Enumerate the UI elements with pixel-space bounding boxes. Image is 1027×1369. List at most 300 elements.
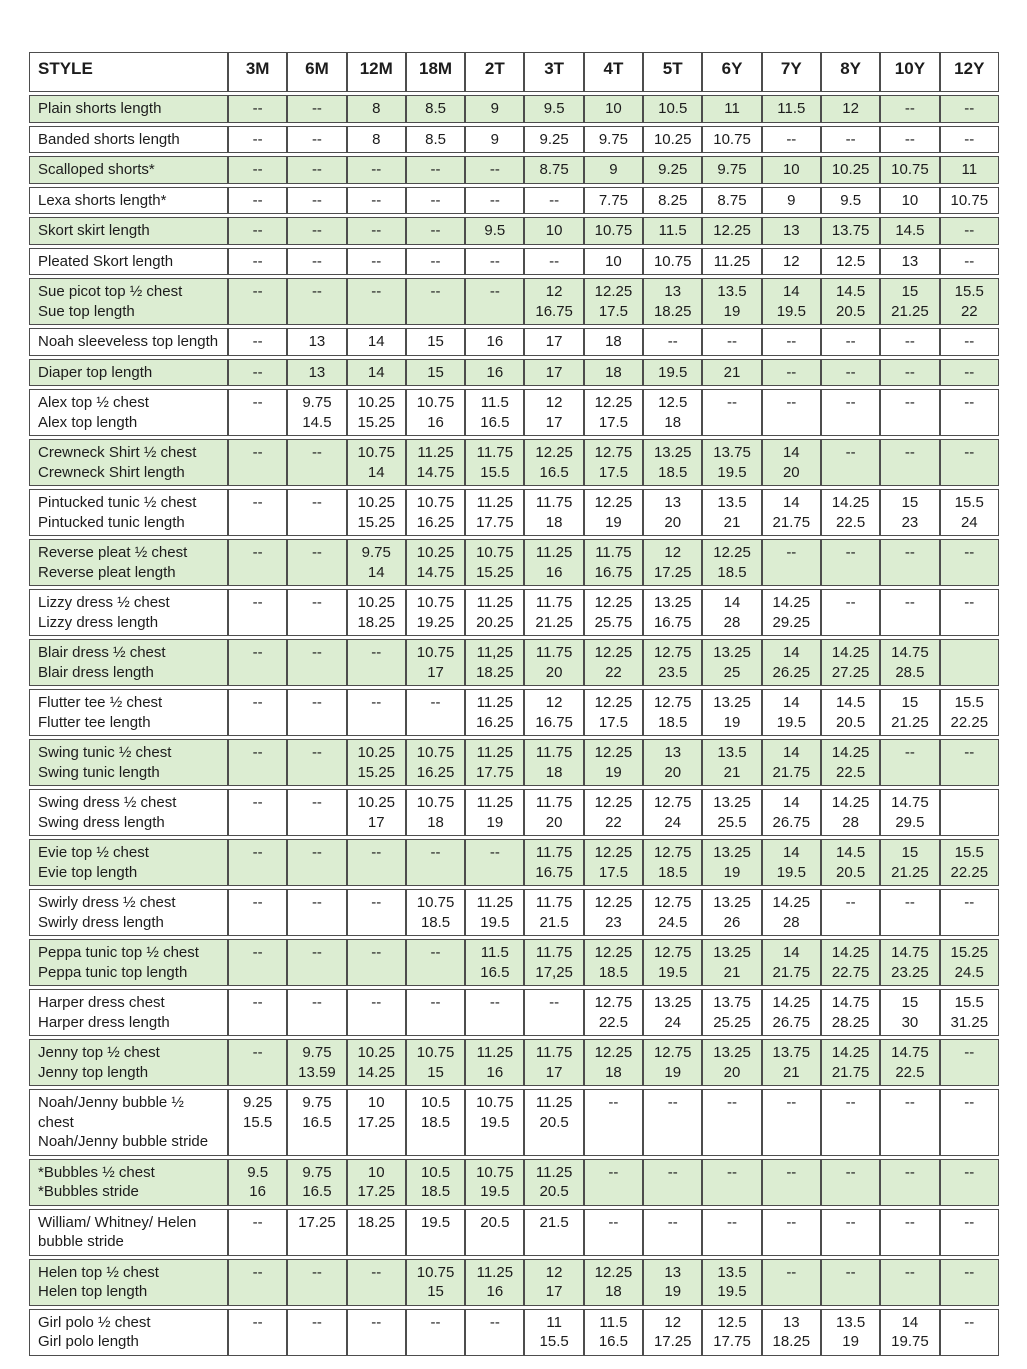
style-label-cell: Alex top ½ chest Alex top length: [29, 389, 228, 436]
size-value-cell: --: [584, 1159, 643, 1206]
size-value-cell: 16: [465, 359, 524, 387]
column-header-18m: 18M: [406, 52, 465, 92]
size-value-cell: --: [643, 328, 702, 356]
size-value-cell: 14 19.5: [762, 839, 821, 886]
size-value-cell: 11.75 20: [524, 639, 583, 686]
size-value-cell: [940, 789, 999, 836]
size-value-cell: 12.25 17.5: [584, 389, 643, 436]
size-value-cell: 15 23: [880, 489, 939, 536]
size-value-cell: --: [228, 1209, 287, 1256]
size-value-cell: --: [880, 389, 939, 436]
table-row: [29, 539, 999, 586]
size-value-cell: 13: [287, 328, 346, 356]
size-value-cell: --: [347, 156, 406, 184]
table-row: [29, 839, 999, 886]
size-value-cell: --: [406, 278, 465, 325]
size-value-cell: 11: [702, 95, 761, 123]
size-value-cell: --: [228, 1259, 287, 1306]
size-value-cell: 13.75 21: [762, 1039, 821, 1086]
size-value-cell: 9: [465, 126, 524, 154]
size-value-cell: 10.75 15: [406, 1259, 465, 1306]
size-value-cell: 12.25 22: [584, 639, 643, 686]
size-value-cell: --: [287, 789, 346, 836]
size-value-cell: 10.75 19.5: [465, 1089, 524, 1156]
size-chart-table: [29, 49, 999, 1359]
size-value-cell: --: [702, 1159, 761, 1206]
size-value-cell: --: [880, 589, 939, 636]
size-value-cell: --: [406, 839, 465, 886]
size-value-cell: 12.75 19.5: [643, 939, 702, 986]
table-row: [29, 156, 999, 184]
size-value-cell: --: [228, 439, 287, 486]
size-value-cell: 11.25 16: [465, 1259, 524, 1306]
size-value-cell: 13.25 19: [702, 839, 761, 886]
column-header-6y: 6Y: [702, 52, 761, 92]
size-value-cell: 11.75 17: [524, 1039, 583, 1086]
size-value-cell: 15 21.25: [880, 278, 939, 325]
size-value-cell: 11.5 16.5: [465, 389, 524, 436]
size-value-cell: --: [643, 1159, 702, 1206]
size-value-cell: 14: [347, 328, 406, 356]
style-label-cell: Sue picot top ½ chest Sue top length: [29, 278, 228, 325]
size-value-cell: 12.75 24.5: [643, 889, 702, 936]
size-value-cell: 9.75 13.59: [287, 1039, 346, 1086]
size-value-cell: --: [287, 889, 346, 936]
table-row: [29, 1259, 999, 1306]
size-value-cell: 10.25 14.25: [347, 1039, 406, 1086]
size-value-cell: 9: [584, 156, 643, 184]
size-value-cell: 12.75 23.5: [643, 639, 702, 686]
size-value-cell: 10: [524, 217, 583, 245]
size-value-cell: --: [228, 1309, 287, 1356]
size-value-cell: 11.25 20.25: [465, 589, 524, 636]
size-value-cell: 8.5: [406, 95, 465, 123]
size-value-cell: 10.75 17: [406, 639, 465, 686]
size-value-cell: 13 19: [643, 1259, 702, 1306]
size-value-cell: --: [880, 95, 939, 123]
size-value-cell: --: [584, 1209, 643, 1256]
style-label-cell: Swirly dress ½ chest Swirly dress length: [29, 889, 228, 936]
size-value-cell: 10.5 18.5: [406, 1089, 465, 1156]
size-value-cell: 8: [347, 126, 406, 154]
size-value-cell: 14.25 26.75: [762, 989, 821, 1036]
size-value-cell: 15.5 31.25: [940, 989, 999, 1036]
size-value-cell: 12.25 19: [584, 489, 643, 536]
size-value-cell: 10.75 16.25: [406, 489, 465, 536]
style-label-cell: Blair dress ½ chest Blair dress length: [29, 639, 228, 686]
size-value-cell: 18: [584, 359, 643, 387]
size-value-cell: --: [228, 95, 287, 123]
size-value-cell: 14.5: [880, 217, 939, 245]
size-value-cell: 13.25 25.5: [702, 789, 761, 836]
size-value-cell: --: [940, 217, 999, 245]
size-value-cell: --: [762, 359, 821, 387]
size-value-cell: 11.25 20.5: [524, 1089, 583, 1156]
size-value-cell: 15: [406, 359, 465, 387]
size-value-cell: 14 20: [762, 439, 821, 486]
size-value-cell: 19.5: [406, 1209, 465, 1256]
size-value-cell: --: [287, 589, 346, 636]
size-value-cell: --: [406, 1309, 465, 1356]
size-value-cell: 10 17.25: [347, 1159, 406, 1206]
table-row: [29, 328, 999, 356]
size-value-cell: [940, 639, 999, 686]
size-value-cell: --: [287, 126, 346, 154]
size-value-cell: --: [287, 217, 346, 245]
size-value-cell: 14 19.5: [762, 278, 821, 325]
size-value-cell: 11.25 17.75: [465, 739, 524, 786]
size-value-cell: 11.75 15.5: [465, 439, 524, 486]
table-row: [29, 1039, 999, 1086]
size-value-cell: 12 17.25: [643, 539, 702, 586]
size-value-cell: 15 30: [880, 989, 939, 1036]
size-value-cell: --: [228, 539, 287, 586]
column-header-12m: 12M: [347, 52, 406, 92]
size-value-cell: --: [643, 1209, 702, 1256]
size-value-cell: --: [347, 839, 406, 886]
size-value-cell: --: [287, 939, 346, 986]
size-value-cell: --: [880, 1159, 939, 1206]
size-value-cell: --: [940, 439, 999, 486]
size-value-cell: 14.25 21.75: [821, 1039, 880, 1086]
size-value-cell: 13.25 20: [702, 1039, 761, 1086]
size-value-cell: --: [940, 589, 999, 636]
size-value-cell: 13: [287, 359, 346, 387]
size-value-cell: 10.75: [880, 156, 939, 184]
size-value-cell: 11.25 16: [524, 539, 583, 586]
size-value-cell: 11.25: [702, 248, 761, 276]
size-value-cell: --: [287, 539, 346, 586]
size-value-cell: 9.75 14: [347, 539, 406, 586]
size-value-cell: --: [524, 187, 583, 215]
size-value-cell: 16: [465, 328, 524, 356]
size-value-cell: 11: [940, 156, 999, 184]
column-header-3m: 3M: [228, 52, 287, 92]
size-value-cell: 10.75 16: [406, 389, 465, 436]
size-value-cell: --: [228, 639, 287, 686]
style-label-cell: Plain shorts length: [29, 95, 228, 123]
column-header-12y: 12Y: [940, 52, 999, 92]
size-value-cell: --: [287, 1309, 346, 1356]
size-value-cell: 10.75 18.5: [406, 889, 465, 936]
table-row: [29, 689, 999, 736]
size-value-cell: 15.25 24.5: [940, 939, 999, 986]
size-value-cell: 15 21.25: [880, 839, 939, 886]
size-value-cell: 9.25: [524, 126, 583, 154]
size-value-cell: --: [880, 126, 939, 154]
size-value-cell: 13.5 21: [702, 739, 761, 786]
column-header-10y: 10Y: [880, 52, 939, 92]
size-value-cell: --: [228, 939, 287, 986]
size-value-cell: 11.75 21.5: [524, 889, 583, 936]
table-row: [29, 589, 999, 636]
size-value-cell: 13: [880, 248, 939, 276]
size-value-cell: --: [821, 889, 880, 936]
size-value-cell: --: [821, 328, 880, 356]
size-value-cell: 14 26.75: [762, 789, 821, 836]
size-value-cell: 15.5 22.25: [940, 839, 999, 886]
size-value-cell: --: [940, 328, 999, 356]
size-value-cell: --: [287, 95, 346, 123]
size-value-cell: --: [821, 439, 880, 486]
style-label-cell: Flutter tee ½ chest Flutter tee length: [29, 689, 228, 736]
size-value-cell: --: [228, 126, 287, 154]
size-value-cell: --: [287, 187, 346, 215]
size-value-cell: 13.25 16.75: [643, 589, 702, 636]
size-value-cell: 11.25 14.75: [406, 439, 465, 486]
size-value-cell: --: [406, 689, 465, 736]
size-value-cell: 21: [702, 359, 761, 387]
size-value-cell: --: [762, 1209, 821, 1256]
size-value-cell: --: [465, 839, 524, 886]
size-value-cell: 13.75: [821, 217, 880, 245]
size-value-cell: 13.75 25.25: [702, 989, 761, 1036]
header-row: [29, 52, 999, 92]
size-value-cell: 18: [584, 328, 643, 356]
size-value-cell: --: [524, 989, 583, 1036]
size-value-cell: 12.5 18: [643, 389, 702, 436]
size-value-cell: --: [702, 389, 761, 436]
size-value-cell: 10.75 19.5: [465, 1159, 524, 1206]
size-value-cell: 10.75: [940, 187, 999, 215]
size-value-cell: 12.25 18.5: [584, 939, 643, 986]
size-value-cell: 12.25 17.5: [584, 839, 643, 886]
size-value-cell: --: [228, 278, 287, 325]
size-value-cell: 10.25 15.25: [347, 389, 406, 436]
size-value-cell: 11.25 19.5: [465, 889, 524, 936]
size-value-cell: 11.75 16.75: [524, 839, 583, 886]
style-column-header: STYLE: [29, 52, 228, 92]
size-value-cell: 13: [762, 217, 821, 245]
size-value-cell: 10.25 15.25: [347, 739, 406, 786]
size-value-cell: 9.25 15.5: [228, 1089, 287, 1156]
size-value-cell: --: [880, 359, 939, 387]
style-label-cell: Lizzy dress ½ chest Lizzy dress length: [29, 589, 228, 636]
size-value-cell: --: [406, 187, 465, 215]
size-value-cell: --: [880, 439, 939, 486]
size-value-cell: 18.25: [347, 1209, 406, 1256]
size-value-cell: 10.75 15.25: [465, 539, 524, 586]
size-value-cell: --: [347, 278, 406, 325]
size-value-cell: 11,25 18.25: [465, 639, 524, 686]
size-value-cell: --: [821, 589, 880, 636]
style-label-cell: Reverse pleat ½ chest Reverse pleat length: [29, 539, 228, 586]
size-value-cell: --: [465, 156, 524, 184]
size-value-cell: 15.5 22.25: [940, 689, 999, 736]
size-value-cell: 13 18.25: [762, 1309, 821, 1356]
size-value-cell: 12.75 24: [643, 789, 702, 836]
size-value-cell: --: [821, 1159, 880, 1206]
size-value-cell: 9.5: [821, 187, 880, 215]
table-row: [29, 95, 999, 123]
size-value-cell: 8.25: [643, 187, 702, 215]
size-value-cell: 14 28: [702, 589, 761, 636]
size-value-cell: 11.5 16.5: [584, 1309, 643, 1356]
size-value-cell: --: [228, 217, 287, 245]
size-value-cell: --: [287, 839, 346, 886]
size-value-cell: --: [880, 328, 939, 356]
size-value-cell: --: [880, 539, 939, 586]
size-value-cell: --: [465, 187, 524, 215]
size-value-cell: 13.25 26: [702, 889, 761, 936]
size-value-cell: 11.5 16.5: [465, 939, 524, 986]
size-value-cell: --: [762, 126, 821, 154]
size-value-cell: --: [880, 1089, 939, 1156]
size-value-cell: 13.25 25: [702, 639, 761, 686]
size-value-cell: 10.25 17: [347, 789, 406, 836]
size-value-cell: --: [228, 839, 287, 886]
size-value-cell: 14 19.75: [880, 1309, 939, 1356]
size-value-cell: --: [762, 539, 821, 586]
size-value-cell: 11.75 18: [524, 489, 583, 536]
size-value-cell: 14.25 22.5: [821, 489, 880, 536]
size-value-cell: --: [821, 1089, 880, 1156]
size-value-cell: --: [406, 217, 465, 245]
size-value-cell: 12.75 17.5: [584, 439, 643, 486]
size-value-cell: --: [940, 539, 999, 586]
size-value-cell: --: [347, 187, 406, 215]
size-value-cell: 13 20: [643, 489, 702, 536]
style-label-cell: Crewneck Shirt ½ chest Crewneck Shirt length: [29, 439, 228, 486]
size-value-cell: 12.5: [821, 248, 880, 276]
size-value-cell: --: [287, 248, 346, 276]
size-value-cell: 11.25 16: [465, 1039, 524, 1086]
size-value-cell: 14.75 28.5: [880, 639, 939, 686]
style-label-cell: Lexa shorts length*: [29, 187, 228, 215]
size-value-cell: --: [643, 1089, 702, 1156]
size-value-cell: --: [406, 939, 465, 986]
size-chart-body: [29, 95, 999, 1356]
size-value-cell: 12.25 17.5: [584, 278, 643, 325]
style-label-cell: *Bubbles ½ chest *Bubbles stride: [29, 1159, 228, 1206]
column-header-5t: 5T: [643, 52, 702, 92]
size-value-cell: --: [347, 689, 406, 736]
size-value-cell: 14.75 29.5: [880, 789, 939, 836]
size-value-cell: 12.25 17.5: [584, 689, 643, 736]
size-value-cell: 8: [347, 95, 406, 123]
size-value-cell: 10: [880, 187, 939, 215]
size-value-cell: --: [940, 359, 999, 387]
size-value-cell: 14.75 28.25: [821, 989, 880, 1036]
size-value-cell: 10.25 15.25: [347, 489, 406, 536]
size-value-cell: 12.25 18: [584, 1039, 643, 1086]
size-value-cell: --: [702, 1089, 761, 1156]
size-value-cell: 12.25 22: [584, 789, 643, 836]
size-value-cell: 9.5: [524, 95, 583, 123]
style-label-cell: Pleated Skort length: [29, 248, 228, 276]
size-value-cell: 12.25 25.75: [584, 589, 643, 636]
size-value-cell: --: [880, 889, 939, 936]
size-value-cell: --: [228, 689, 287, 736]
size-value-cell: --: [287, 156, 346, 184]
size-value-cell: 11.5: [643, 217, 702, 245]
size-value-cell: 12.25 18.5: [702, 539, 761, 586]
size-value-cell: --: [228, 889, 287, 936]
size-value-cell: 11.75 17,25: [524, 939, 583, 986]
size-value-cell: --: [228, 789, 287, 836]
size-value-cell: 14.75 22.5: [880, 1039, 939, 1086]
size-value-cell: 9: [762, 187, 821, 215]
size-value-cell: --: [940, 1089, 999, 1156]
size-value-cell: --: [762, 389, 821, 436]
table-row: [29, 278, 999, 325]
table-row: [29, 217, 999, 245]
size-value-cell: 13.5 19: [821, 1309, 880, 1356]
size-value-cell: 14 21.75: [762, 489, 821, 536]
size-value-cell: 14.25 22.75: [821, 939, 880, 986]
size-value-cell: --: [347, 1309, 406, 1356]
size-value-cell: 10.75 18: [406, 789, 465, 836]
column-header-4t: 4T: [584, 52, 643, 92]
size-value-cell: 11 15.5: [524, 1309, 583, 1356]
table-row: [29, 739, 999, 786]
size-value-cell: 15 21.25: [880, 689, 939, 736]
size-value-cell: --: [940, 739, 999, 786]
table-row: [29, 489, 999, 536]
size-value-cell: 15.5 24: [940, 489, 999, 536]
size-value-cell: 10 17.25: [347, 1089, 406, 1156]
size-value-cell: --: [465, 248, 524, 276]
size-value-cell: --: [465, 989, 524, 1036]
size-value-cell: --: [880, 1209, 939, 1256]
size-value-cell: 10.25 18.25: [347, 589, 406, 636]
size-value-cell: --: [465, 278, 524, 325]
size-value-cell: 12 17: [524, 389, 583, 436]
size-value-cell: 20.5: [465, 1209, 524, 1256]
size-value-cell: --: [287, 989, 346, 1036]
size-value-cell: --: [821, 1259, 880, 1306]
size-value-cell: 13.5 19.5: [702, 1259, 761, 1306]
style-label-cell: Banded shorts length: [29, 126, 228, 154]
size-value-cell: --: [702, 328, 761, 356]
size-value-cell: 10.75: [702, 126, 761, 154]
size-value-cell: 10.75: [643, 248, 702, 276]
size-value-cell: 13.5 19: [702, 278, 761, 325]
size-value-cell: --: [880, 1259, 939, 1306]
size-value-cell: --: [347, 639, 406, 686]
style-label-cell: Harper dress chest Harper dress length: [29, 989, 228, 1036]
style-label-cell: Scalloped shorts*: [29, 156, 228, 184]
size-value-cell: --: [940, 1209, 999, 1256]
size-value-cell: 14 26.25: [762, 639, 821, 686]
style-label-cell: Pintucked tunic ½ chest Pintucked tunic length: [29, 489, 228, 536]
size-value-cell: --: [228, 328, 287, 356]
size-value-cell: --: [347, 939, 406, 986]
size-value-cell: 14 19.5: [762, 689, 821, 736]
size-value-cell: --: [762, 1089, 821, 1156]
size-value-cell: --: [821, 1209, 880, 1256]
size-value-cell: --: [287, 1259, 346, 1306]
table-row: [29, 989, 999, 1036]
table-row: [29, 1209, 999, 1256]
size-value-cell: 14.5 20.5: [821, 278, 880, 325]
size-value-cell: --: [940, 126, 999, 154]
size-value-cell: 9.75: [702, 156, 761, 184]
size-value-cell: 11.5: [762, 95, 821, 123]
style-label-cell: Swing dress ½ chest Swing dress length: [29, 789, 228, 836]
size-value-cell: 8.5: [406, 126, 465, 154]
size-value-cell: --: [228, 389, 287, 436]
size-value-cell: 12 16.75: [524, 278, 583, 325]
size-value-cell: 10.75 15: [406, 1039, 465, 1086]
size-value-cell: 12 17: [524, 1259, 583, 1306]
size-value-cell: 12.75 18.5: [643, 839, 702, 886]
size-value-cell: 14.25 22.5: [821, 739, 880, 786]
size-value-cell: 10.5: [643, 95, 702, 123]
size-value-cell: --: [702, 1209, 761, 1256]
size-value-cell: --: [228, 248, 287, 276]
size-value-cell: 15.5 22: [940, 278, 999, 325]
